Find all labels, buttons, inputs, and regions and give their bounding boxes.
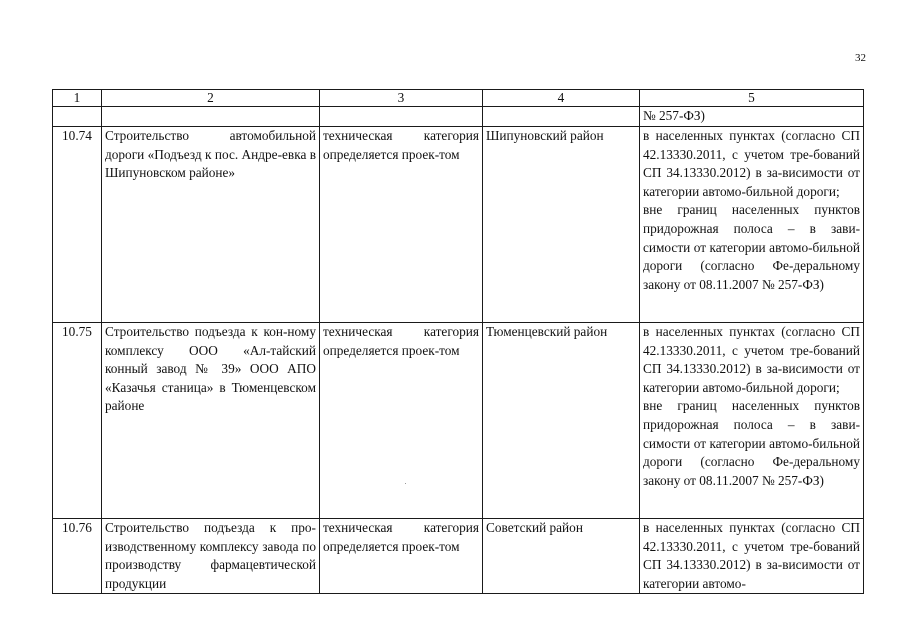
continuation-cell-requirements: № 257-ФЗ)	[640, 107, 864, 127]
header-col-2: 2	[102, 90, 320, 107]
table-row	[53, 323, 864, 519]
continuation-cell-num	[53, 107, 102, 127]
continuation-cell-name	[102, 107, 320, 127]
table-row	[53, 127, 864, 323]
continuation-cell-location	[483, 107, 640, 127]
object-requirements: в населенных пунктах (согласно СП 42.13330.2011, с учетом тре-бований СП 34.13330.2012) в за-висимости от категории автомо-бильной дороги; вне границ населенных пунктов придорожная полоса – в зави-симости от категории автомо-бильной дороги (согласно Фе-деральному закону от 08.11.2007 № 257-ФЗ)	[640, 323, 864, 519]
object-category: техническая категория определяется проек-том	[320, 323, 483, 519]
object-location: Шипуновский район	[483, 127, 640, 323]
header-row	[53, 90, 864, 107]
object-category: техническая категория определяется проек-том	[320, 127, 483, 323]
register-table	[52, 89, 864, 594]
header-col-1: 1	[53, 90, 102, 107]
continuation-cell-category	[320, 107, 483, 127]
object-category: техническая категория определяется проек-том	[320, 519, 483, 594]
object-requirements: в населенных пунктах (согласно СП 42.13330.2011, с учетом тре-бований СП 34.13330.2012) в за-висимости от категории автомо-бильной дороги; вне границ населенных пунктов придорожная полоса – в зави-симости от категории автомо-бильной дороги (согласно Фе-деральному закону от 08.11.2007 № 257-ФЗ)	[640, 127, 864, 323]
continuation-row	[53, 107, 864, 127]
object-name: Строительство подъезда к кон-ному комплексу ООО «Ал-тайский конный завод № 39» ООО АПО «Казачья станица» в Тюменцевском районе	[102, 323, 320, 519]
object-name: Строительство подъезда к про-изводственному комплексу завода по производству фармацевтической продукции	[102, 519, 320, 594]
scan-speck	[405, 483, 406, 484]
object-requirements: в населенных пунктах (согласно СП 42.13330.2011, с учетом тре-бований СП 34.13330.2012) в за-висимости от категории автомо-	[640, 519, 864, 594]
header-col-5: 5	[640, 90, 864, 107]
page-number: 32	[855, 52, 866, 64]
object-location: Тюменцевский район	[483, 323, 640, 519]
object-name: Строительство автомобильной дороги «Подъезд к пос. Андре-евка в Шипуновском районе»	[102, 127, 320, 323]
header-col-3: 3	[320, 90, 483, 107]
row-number: 10.74	[53, 127, 102, 323]
row-number: 10.76	[53, 519, 102, 594]
header-col-4: 4	[483, 90, 640, 107]
table-row	[53, 519, 864, 594]
row-number: 10.75	[53, 323, 102, 519]
object-location: Советский район	[483, 519, 640, 594]
